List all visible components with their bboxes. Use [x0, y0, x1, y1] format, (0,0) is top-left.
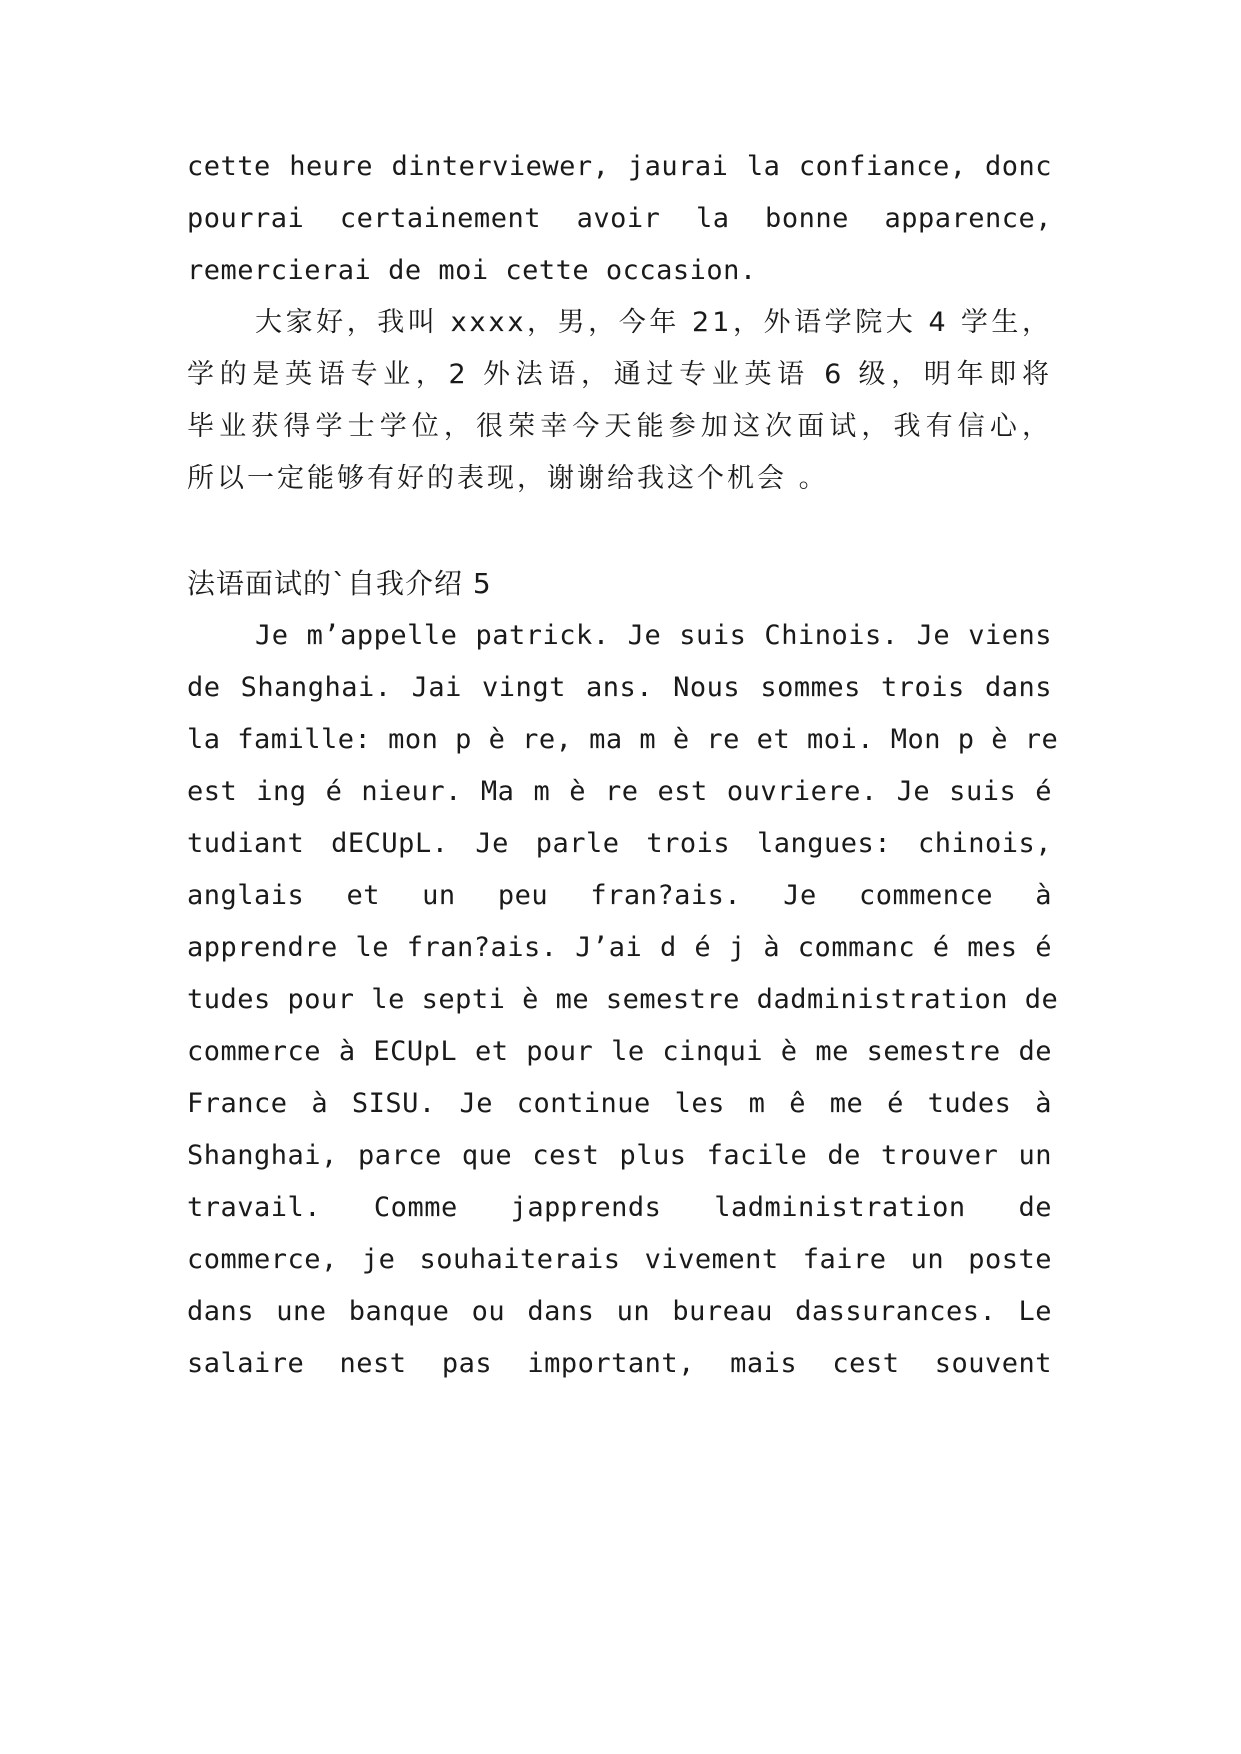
paragraph-3-line: tudes pour le septi è me semestre dadministration de [187, 984, 1059, 1015]
paragraph-3-line: commerce à ECUpL et pour le cinqui è me semestre de [187, 1036, 1052, 1067]
paragraph-3-line: dans une banque ou dans un bureau dassurances. Le [187, 1296, 1052, 1327]
paragraph-3-line: tudiant dECUpL. Je parle trois langues: chinois, [187, 828, 1052, 859]
paragraph-1-line: cette heure dinterviewer, jaurai la confiance, donc [187, 151, 1052, 182]
paragraph-3-line: anglais et un peu fran?ais. Je commence à [187, 880, 1052, 911]
paragraph-3-line: Je m’appelle patrick. Je suis Chinois. Je viens [255, 620, 1052, 651]
paragraph-3-line: France à SISU. Je continue les m ê me é tudes à [187, 1088, 1052, 1119]
paragraph-3-line: la famille: mon p è re, ma m è re et moi. Mon p è re [187, 724, 1059, 755]
paragraph-3-line: travail. Comme japprends ladministration de [187, 1192, 1052, 1223]
paragraph-1-line: remercierai de moi cette occasion. [187, 255, 757, 286]
paragraph-2-line: 大家好，我叫 xxxx，男，今年 21，外语学院大 4 学生， [255, 307, 1052, 338]
paragraph-3-line: commerce, je souhaiterais vivement faire un poste [187, 1244, 1052, 1275]
paragraph-3-line: apprendre le fran?ais. J’ai d é j à commanc é mes é [187, 932, 1052, 963]
paragraph-1-line: pourrai certainement avoir la bonne apparence, [187, 203, 1052, 234]
paragraph-3-line: est ing é nieur. Ma m è re est ouvriere. Je suis é [187, 776, 1052, 807]
paragraph-2-line: 毕业获得学士学位，很荣幸今天能参加这次面试，我有信心， [187, 411, 1052, 442]
paragraph-3-line: salaire nest pas important, mais cest souvent [187, 1348, 1052, 1379]
section-heading: 法语面试的`自我介绍 5 [187, 567, 492, 600]
paragraph-3-line: de Shanghai. Jai vingt ans. Nous sommes trois dans [187, 672, 1052, 703]
paragraph-3-line: Shanghai, parce que cest plus facile de trouver un [187, 1140, 1052, 1171]
paragraph-2-line: 所以一定能够有好的表现，谢谢给我这个机会 。 [187, 463, 829, 494]
paragraph-2-line: 学的是英语专业，2 外法语，通过专业英语 6 级，明年即将 [187, 359, 1052, 390]
